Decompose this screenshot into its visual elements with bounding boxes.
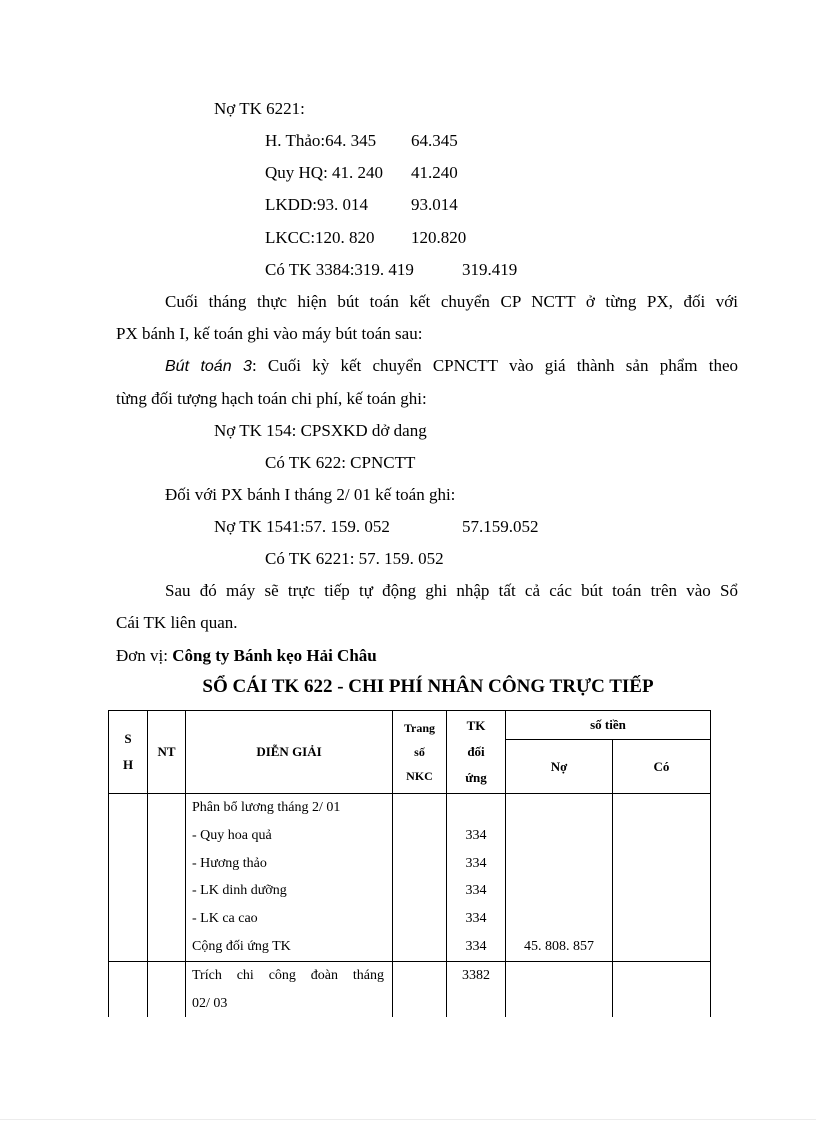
entry-row-label: Quy HQ: 41. 240	[265, 163, 384, 182]
entry-3-credit: Có TK 622: CPNCTT	[265, 453, 416, 472]
cell-contra-account	[447, 794, 506, 962]
cell-debit	[506, 961, 613, 1017]
cell-nkc-page	[393, 794, 447, 962]
account-value	[447, 794, 505, 822]
debit-value: 45. 808. 857	[524, 938, 594, 954]
header-sh-bottom: H	[122, 757, 134, 772]
description-line: Trích chi công đoàn tháng	[192, 967, 384, 983]
header-credit: Có	[613, 740, 711, 794]
paragraph-4-line-1: Sau đó máy sẽ trực tiếp tự động ghi nhập tất cả các bút toán trên vào Sổ	[165, 581, 738, 600]
entry-4-debit-label: Nợ TK 1541:57. 159. 052	[214, 517, 390, 536]
unit-name: Công ty Bánh kẹo Hải Châu	[172, 646, 377, 665]
debit-value	[506, 822, 612, 850]
ledger-table	[108, 710, 711, 1017]
header-amount: số tiền	[506, 711, 711, 740]
table-row	[109, 961, 711, 1017]
cell-credit	[613, 794, 711, 962]
page-edge-divider	[0, 1119, 816, 1120]
description-line: - Quy hoa quả	[192, 827, 272, 843]
entry-row-amount: 120.820	[411, 228, 467, 247]
debit-value	[506, 990, 612, 1018]
entry-3-debit: Nợ TK 154: CPSXKD dở dang	[214, 421, 427, 440]
header-page-3: NKC	[406, 769, 433, 783]
cell-nt	[148, 794, 186, 962]
debit-value	[506, 962, 612, 990]
unit-label: Đơn vị:	[116, 646, 168, 665]
cell-nkc-page	[393, 961, 447, 1017]
cell-sh	[109, 961, 148, 1017]
account-value	[447, 990, 505, 1018]
cell-sh	[109, 794, 148, 962]
entry-row-label: LKDD:93. 014	[265, 195, 368, 214]
entry-row-amount: 64.345	[411, 131, 458, 150]
account-value: 334	[465, 827, 487, 843]
description-line: - Hương thảo	[192, 855, 267, 871]
cell-contra-account	[447, 961, 506, 1017]
account-value: 3382	[462, 967, 490, 983]
account-value: 334	[465, 938, 487, 954]
debit-value	[506, 905, 612, 933]
cell-credit	[613, 961, 711, 1017]
debit-value	[506, 794, 612, 822]
paragraph-2-rest: : Cuối kỳ kết chuyển CPNCTT vào giá thành sản phẩm theo	[251, 356, 738, 375]
cell-nt	[148, 961, 186, 1017]
header-nt: NT	[148, 711, 186, 794]
header-acct-2: đối	[467, 744, 485, 759]
table-row	[109, 794, 711, 962]
paragraph-1-line-2: PX bánh I, kế toán ghi vào máy bút toán sau:	[116, 324, 423, 343]
description-line: - LK dinh dưỡng	[192, 883, 287, 899]
header-acct-3: ứng	[465, 770, 487, 785]
header-acct-1: TK	[466, 718, 486, 733]
entry-row-amount: 93.014	[411, 195, 458, 214]
header-contra-account	[447, 711, 506, 794]
header-page-1: Trang	[403, 721, 436, 735]
account-value: 334	[465, 911, 487, 927]
debit-6221-label: Nợ TK 6221:	[214, 99, 305, 118]
header-sh-top: S	[124, 731, 132, 746]
entry-row-label: H. Thảo:64. 345	[265, 131, 377, 150]
entry-4-debit-amount: 57.159.052	[462, 517, 539, 536]
entry-row-label: LKCC:120. 820	[265, 228, 375, 247]
account-value: 334	[465, 855, 487, 871]
header-page-2: số	[414, 745, 425, 759]
paragraph-2-line-2: từng đối tượng hạch toán chi phí, kế toán ghi:	[116, 389, 427, 408]
description-line: - LK ca cao	[192, 911, 258, 927]
header-description: DIỄN GIẢI	[186, 711, 393, 794]
cell-debit	[506, 794, 613, 962]
debit-value	[506, 877, 612, 905]
cell-description	[186, 794, 393, 962]
entry-4-credit: Có TK 6221: 57. 159. 052	[265, 549, 444, 568]
account-value: 334	[465, 883, 487, 899]
unit-line	[116, 646, 377, 666]
paragraph-2-line-1	[165, 356, 738, 377]
paragraph-3: Đối với PX bánh I tháng 2/ 01 kế toán ghi:	[165, 485, 456, 504]
paragraph-4-line-2: Cái TK liên quan.	[116, 613, 238, 632]
header-sh	[109, 711, 148, 794]
debit-value	[506, 850, 612, 878]
ledger-title: SỔ CÁI TK 622 - CHI PHÍ NHÂN CÔNG TRỰC TIẾP	[202, 676, 654, 697]
paragraph-1-line-1: Cuối tháng thực hiện bút toán kết chuyển CP NCTT ở từng PX, đối với	[165, 292, 738, 311]
entry-label-italic: Bút toán 3	[165, 358, 252, 375]
header-nkc-page	[393, 711, 447, 794]
cell-description	[186, 961, 393, 1017]
description-line: Cộng đối ứng TK	[192, 938, 291, 954]
entry-row-label: Có TK 3384:319. 419	[265, 260, 414, 279]
header-debit: Nợ	[506, 740, 613, 794]
entry-row-amount: 319.419	[462, 260, 518, 279]
description-line: 02/ 03	[192, 995, 228, 1011]
description-line: Phân bổ lương tháng 2/ 01	[192, 800, 341, 815]
entry-row-amount: 41.240	[411, 163, 458, 182]
